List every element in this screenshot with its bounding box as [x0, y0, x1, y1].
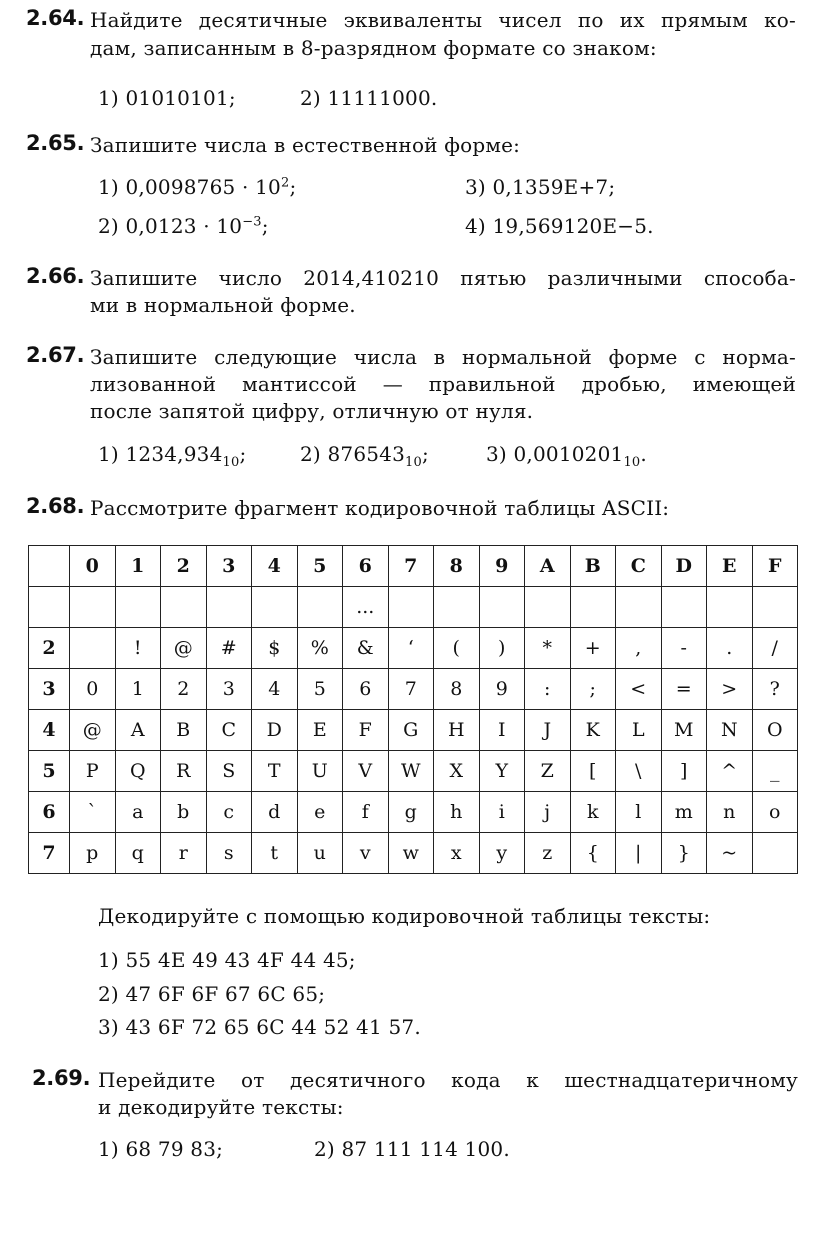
table-cell: k: [570, 792, 616, 833]
table-cell: [570, 587, 616, 628]
table-cell: [752, 833, 798, 874]
problem-number: 2.68.: [26, 494, 85, 518]
problem-text-line: Перейдите от десятичного кода к шестнадцатеричному: [98, 1068, 798, 1092]
table-cell: ): [479, 628, 525, 669]
column-header-cell: 7: [388, 546, 434, 587]
table-cell: [388, 587, 434, 628]
problem-text-line: Запишите следующие числа в нормальной форме с норма-: [90, 345, 796, 369]
problem-text-line: после запятой цифру, отличную от нуля.: [90, 399, 534, 423]
table-cell: d: [252, 792, 298, 833]
table-cell: [525, 587, 571, 628]
row-header-cell: 2: [29, 628, 70, 669]
table-cell: J: [525, 710, 571, 751]
answer-item: [486, 442, 647, 470]
table-cell: W: [388, 751, 434, 792]
table-cell: h: [434, 792, 480, 833]
table-cell: ]: [661, 751, 707, 792]
table-cell: Y: [479, 751, 525, 792]
table-cell: `: [70, 792, 116, 833]
table-cell: =: [661, 669, 707, 710]
table-cell: [752, 587, 798, 628]
table-cell: C: [206, 710, 252, 751]
table-cell: j: [525, 792, 571, 833]
table-cell: i: [479, 792, 525, 833]
answer-item: [98, 442, 247, 470]
table-corner-cell: [29, 546, 70, 587]
column-header-cell: 3: [206, 546, 252, 587]
table-cell: 4: [252, 669, 298, 710]
exponent: 2: [280, 175, 290, 191]
table-cell: *: [525, 628, 571, 669]
column-header-cell: 9: [479, 546, 525, 587]
table-cell: c: [206, 792, 252, 833]
table-cell: 6: [343, 669, 389, 710]
problem-number: 2.65.: [26, 131, 85, 155]
table-cell: r: [161, 833, 207, 874]
answer-item: 1) 01010101;: [98, 86, 236, 110]
table-cell: A: [115, 710, 161, 751]
table-cell: &: [343, 628, 389, 669]
problem-text-line: лизованной мантиссой — правильной дробью, имеющей: [90, 372, 796, 396]
table-row: [29, 833, 798, 874]
table-cell: a: [115, 792, 161, 833]
column-header-cell: B: [570, 546, 616, 587]
item-base: 2) 0,0123 · 10: [98, 214, 243, 238]
table-cell: ;: [570, 669, 616, 710]
problem-text-line: Запишите числа в естественной форме:: [90, 133, 521, 157]
table-cell: K: [570, 710, 616, 751]
table-cell: L: [616, 710, 662, 751]
table-cell: 2: [161, 669, 207, 710]
table-cell: ,: [616, 628, 662, 669]
column-header-cell: 8: [434, 546, 480, 587]
item-tail: ;: [239, 442, 247, 466]
table-cell: ^: [707, 751, 753, 792]
row-header-cell: 7: [29, 833, 70, 874]
table-row: [29, 669, 798, 710]
table-cell: m: [661, 792, 707, 833]
table-cell: [616, 587, 662, 628]
radix-subscript: 10: [623, 455, 641, 470]
column-header-cell: F: [752, 546, 798, 587]
table-cell: [297, 587, 343, 628]
item-tail: .: [640, 442, 647, 466]
table-cell: [29, 587, 70, 628]
table-header-row: [29, 546, 798, 587]
table-cell: N: [707, 710, 753, 751]
table-cell: o: [752, 792, 798, 833]
table-cell: l: [616, 792, 662, 833]
problem-number: 2.64.: [26, 6, 85, 30]
table-cell: 1: [115, 669, 161, 710]
table-cell: ‘: [388, 628, 434, 669]
table-cell: u: [297, 833, 343, 874]
table-cell: .: [707, 628, 753, 669]
table-cell: %: [297, 628, 343, 669]
problem-number: 2.67.: [26, 343, 85, 367]
column-header-cell: 2: [161, 546, 207, 587]
answer-item: 1) 68 79 83;: [98, 1137, 224, 1161]
problem-number: 2.69.: [32, 1066, 91, 1090]
answer-item: 4) 19,569120E−5.: [465, 214, 654, 238]
item-base: 1) 1234,934: [98, 442, 223, 466]
table-cell: 7: [388, 669, 434, 710]
table-cell: s: [206, 833, 252, 874]
column-header-cell: 1: [115, 546, 161, 587]
table-cell: }: [661, 833, 707, 874]
table-cell: p: [70, 833, 116, 874]
table-cell: H: [434, 710, 480, 751]
table-cell: 5: [297, 669, 343, 710]
item-base: 1) 0,0098765 · 10: [98, 175, 281, 199]
table-cell: 3: [206, 669, 252, 710]
answer-item: 3) 0,1359E+7;: [465, 175, 616, 199]
item-tail: ;: [261, 214, 269, 238]
table-cell: |: [616, 833, 662, 874]
table-cell: /: [752, 628, 798, 669]
table-cell: q: [115, 833, 161, 874]
item-base: 2) 876543: [300, 442, 406, 466]
table-cell: Q: [115, 751, 161, 792]
table-row: [29, 792, 798, 833]
table-ellipsis-row: [29, 587, 798, 628]
table-cell: O: [752, 710, 798, 751]
table-cell: P: [70, 751, 116, 792]
column-header-cell: A: [525, 546, 571, 587]
table-cell: B: [161, 710, 207, 751]
problem-text-line: Найдите десятичные эквиваленты чисел по их прямым ко-: [90, 8, 796, 32]
table-cell: \: [616, 751, 662, 792]
radix-subscript: 10: [405, 455, 422, 470]
table-cell: M: [661, 710, 707, 751]
exponent: −3: [242, 214, 262, 230]
table-cell: X: [434, 751, 480, 792]
table-cell: x: [434, 833, 480, 874]
column-header-cell: D: [661, 546, 707, 587]
table-cell: v: [343, 833, 389, 874]
table-cell: g: [388, 792, 434, 833]
table-cell: {: [570, 833, 616, 874]
table-cell: t: [252, 833, 298, 874]
column-header-cell: E: [707, 546, 753, 587]
problem-text-line: ми в нормальной форме.: [90, 293, 356, 317]
ellipsis-cell: ...: [343, 587, 389, 628]
table-cell: ?: [752, 669, 798, 710]
table-row: [29, 710, 798, 751]
row-header-cell: 6: [29, 792, 70, 833]
item-tail: ;: [422, 442, 429, 466]
table-cell: -: [661, 628, 707, 669]
table-cell: U: [297, 751, 343, 792]
item-tail: ;: [289, 175, 297, 199]
table-cell: F: [343, 710, 389, 751]
table-cell: V: [343, 751, 389, 792]
answer-item: 2) 11111000.: [300, 86, 438, 110]
problem-text-line: дам, записанным в 8-разрядном формате со знаком:: [90, 36, 657, 60]
table-cell: !: [115, 628, 161, 669]
row-header-cell: 4: [29, 710, 70, 751]
table-cell: #: [206, 628, 252, 669]
table-cell: D: [252, 710, 298, 751]
answer-item: [98, 214, 269, 238]
table-cell: @: [70, 710, 116, 751]
table-cell: Z: [525, 751, 571, 792]
table-cell: (: [434, 628, 480, 669]
item-base: 3) 0,0010201: [486, 442, 624, 466]
table-cell: ~: [707, 833, 753, 874]
row-header-cell: 3: [29, 669, 70, 710]
column-header-cell: 4: [252, 546, 298, 587]
row-header-cell: 5: [29, 751, 70, 792]
answer-item: 1) 55 4E 49 43 4F 44 45;: [98, 948, 356, 972]
table-cell: E: [297, 710, 343, 751]
table-cell: [434, 587, 480, 628]
table-cell: +: [570, 628, 616, 669]
table-cell: [479, 587, 525, 628]
table-cell: R: [161, 751, 207, 792]
column-header-cell: 6: [343, 546, 389, 587]
table-row: [29, 628, 798, 669]
table-cell: [206, 587, 252, 628]
radix-subscript: 10: [222, 455, 240, 470]
table-cell: n: [707, 792, 753, 833]
table-cell: w: [388, 833, 434, 874]
table-cell: [161, 587, 207, 628]
column-header-cell: 0: [70, 546, 116, 587]
answer-item: [300, 442, 429, 470]
answer-item: [98, 175, 296, 199]
table-cell: [115, 587, 161, 628]
answer-item: 2) 47 6F 6F 67 6C 65;: [98, 982, 326, 1006]
table-cell: b: [161, 792, 207, 833]
table-cell: [: [570, 751, 616, 792]
table-cell: <: [616, 669, 662, 710]
table-cell: [661, 587, 707, 628]
table-cell: 9: [479, 669, 525, 710]
table-cell: $: [252, 628, 298, 669]
table-cell: [70, 628, 116, 669]
answer-item: 3) 43 6F 72 65 6C 44 52 41 57.: [98, 1015, 421, 1039]
table-cell: y: [479, 833, 525, 874]
answer-item: 2) 87 111 114 100.: [314, 1137, 510, 1161]
table-cell: f: [343, 792, 389, 833]
table-cell: z: [525, 833, 571, 874]
table-cell: >: [707, 669, 753, 710]
column-header-cell: 5: [297, 546, 343, 587]
problem-number: 2.66.: [26, 264, 85, 288]
table-cell: S: [206, 751, 252, 792]
table-cell: I: [479, 710, 525, 751]
table-cell: 8: [434, 669, 480, 710]
table-cell: [252, 587, 298, 628]
table-cell: [70, 587, 116, 628]
table-cell: :: [525, 669, 571, 710]
table-cell: _: [752, 751, 798, 792]
problem-text-line: Рассмотрите фрагмент кодировочной таблицы ASCII:: [90, 496, 670, 520]
table-cell: G: [388, 710, 434, 751]
table-cell: 0: [70, 669, 116, 710]
table-cell: @: [161, 628, 207, 669]
table-cell: T: [252, 751, 298, 792]
table-cell: e: [297, 792, 343, 833]
problem-text-line: Запишите число 2014,410210 пятью различными способа-: [90, 266, 796, 290]
table-row: [29, 751, 798, 792]
problem-text-line: и декодируйте тексты:: [98, 1095, 344, 1119]
ascii-table: [28, 545, 798, 874]
table-cell: [707, 587, 753, 628]
column-header-cell: C: [616, 546, 662, 587]
decode-instruction: Декодируйте с помощью кодировочной таблицы тексты:: [98, 904, 711, 928]
